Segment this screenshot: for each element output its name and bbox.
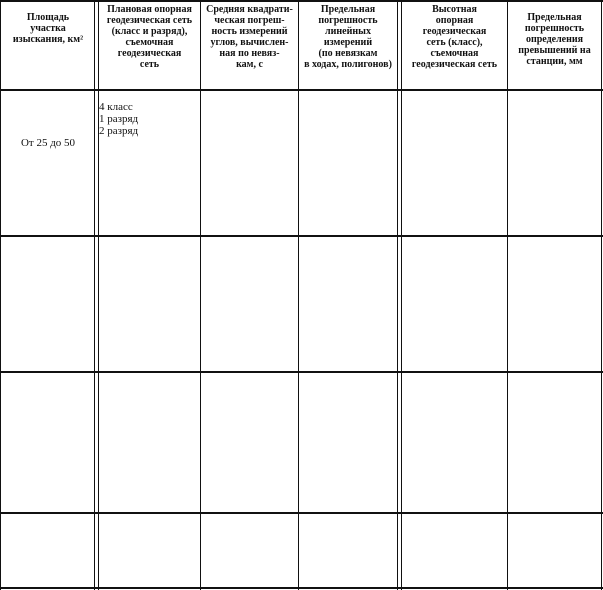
table-border-left (0, 0, 1, 590)
cell-plan-classes (99, 101, 200, 137)
header-height-error: Предельная погрешность определения превышений на станции, мм (518, 12, 591, 67)
header-area: Площадь участка изыскания, км² (12, 12, 84, 45)
table-border-right (601, 0, 602, 590)
row-separator (0, 512, 603, 514)
header-plan-network: Плановая опорная геодезическая сеть (класс и разряд), съемочная геодезическая сеть (106, 4, 193, 70)
cell-area (2, 137, 94, 149)
header-linear-error: Предельная погрешность линейных измерений (по невязкам в ходах, полигонов) (304, 4, 392, 70)
column-divider (298, 0, 299, 590)
cell-plan-classes-line: 1 разряд (99, 113, 139, 125)
column-divider (401, 0, 402, 590)
cell-plan-classes-line: 2 разряд (99, 125, 139, 137)
column-divider (507, 0, 508, 590)
row-separator (0, 235, 603, 237)
column-divider (94, 0, 95, 590)
cell-area-line: От 25 до 50 (20, 137, 76, 149)
header-angle-error: Средняя квадрати- ческая погреш- ность измерений углов, вычислен- ная по невяз- кам, с (206, 4, 293, 70)
table-border-bottom (0, 587, 603, 589)
row-separator (0, 371, 603, 373)
table-border-top (0, 0, 603, 2)
column-divider (98, 0, 99, 590)
column-divider (200, 0, 201, 590)
column-divider (397, 0, 398, 590)
header-height-network: Высотная опорная геодезическая сеть (класс), съемочная геодезическая сеть (411, 4, 498, 70)
header-separator (0, 89, 603, 91)
cell-plan-classes-line: 4 класс (99, 101, 133, 113)
